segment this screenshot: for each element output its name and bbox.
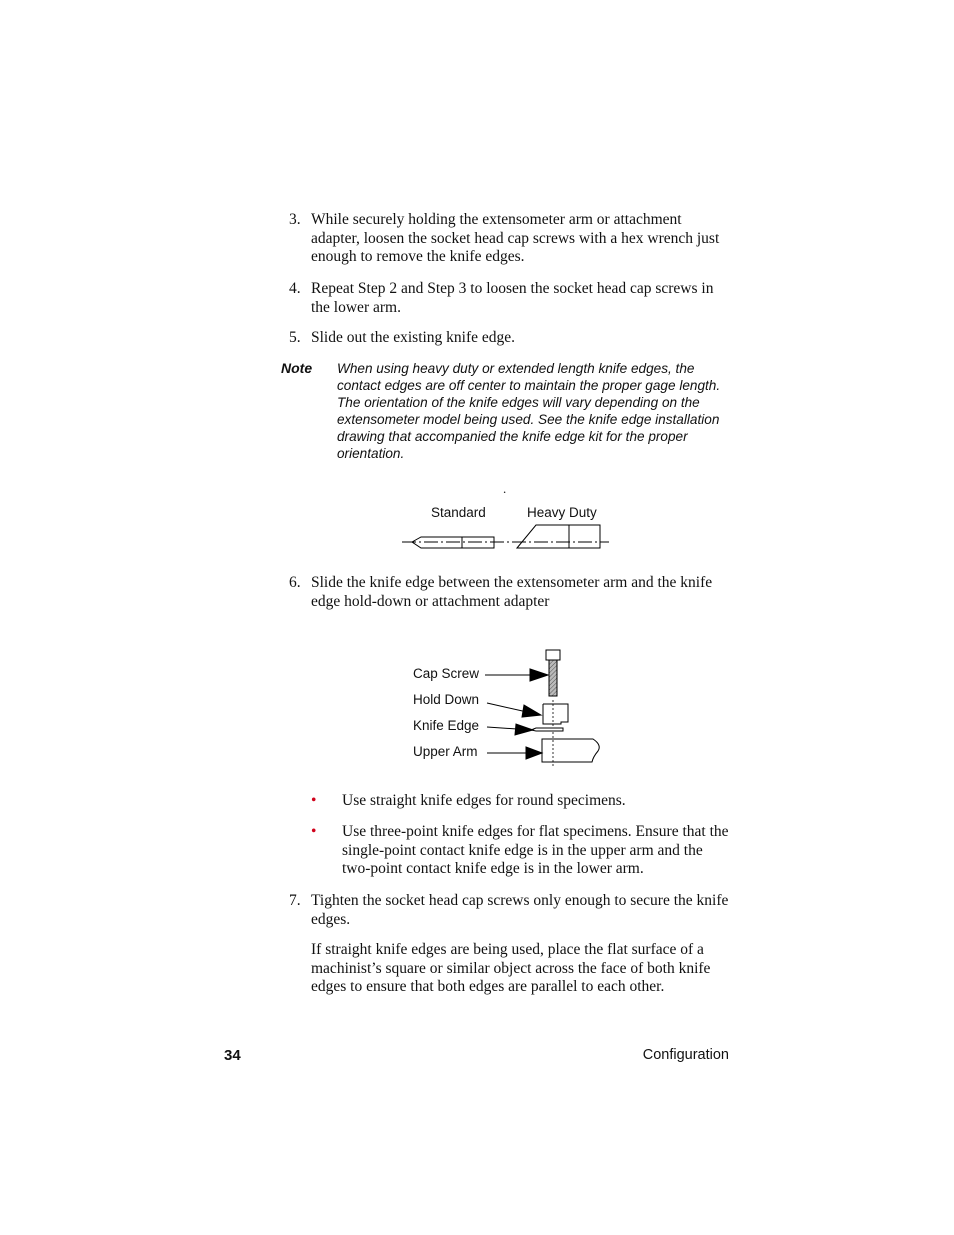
bullet-item [311, 792, 731, 811]
page-number: 34 [224, 1047, 241, 1064]
label-hold-down: Hold Down [413, 692, 480, 707]
upper-arm-shape [542, 739, 599, 762]
bullet-icon: • [311, 792, 317, 809]
step-number: 7. [289, 892, 301, 909]
knife-edge-shape [531, 728, 563, 731]
bullet-item [311, 823, 731, 879]
label-knife-edge: Knife Edge [413, 718, 480, 733]
hold-down-shape [543, 704, 568, 724]
label-upper-arm: Upper Arm [413, 744, 478, 759]
step-text: Tighten the socket head cap screws only enough to secure the knife edges. [311, 892, 729, 928]
leader-arrows [485, 669, 548, 759]
label-heavy-duty: Heavy Duty [527, 505, 597, 520]
step-text: Slide out the existing knife edge. [311, 329, 516, 346]
step-number: 3. [289, 211, 301, 228]
step-text: While securely holding the extensometer arm or attachment adapter, loosen the socket head cap screws with a hex wrench just enough to remove the knife edges. [311, 211, 720, 265]
section-title: Configuration [642, 1047, 729, 1063]
step-number: 5. [289, 329, 301, 346]
note-text: When using heavy duty or extended length knife edges, the contact edges are off center to maintain the proper gage length. The orientation of the knife edges will vary depending on the extensometer model being used. See the knife edge installation drawing that accompanied the knife edge kit for the proper orientation. [337, 361, 721, 461]
bullet-text: Use three-point knife edges for flat specimens. Ensure that the single-point contact knife edge is in the upper arm and the two-point contact knife edge is in the lower arm. [342, 823, 729, 877]
note-label: Note [281, 360, 313, 376]
step-text: Slide the knife edge between the extensometer arm and the knife edge hold-down or attachment adapter [311, 574, 713, 610]
step-number: 4. [289, 280, 301, 297]
step-number: 6. [289, 574, 301, 591]
stray-mark: . [503, 481, 507, 496]
label-standard: Standard [431, 505, 486, 520]
step-7 [289, 892, 729, 997]
bullet-text: Use straight knife edges for round specimens. [342, 792, 626, 809]
step-7-paragraph: If straight knife edges are being used, place the flat surface of a machinist’s square or similar object across the face of both knife edges to ensure that both edges are parallel to each other. [311, 941, 711, 995]
cap-screw-shape [546, 650, 560, 696]
bullet-icon: • [311, 823, 317, 840]
step-text: Repeat Step 2 and Step 3 to loosen the socket head cap screws in the lower arm. [311, 280, 714, 316]
label-cap-screw: Cap Screw [413, 666, 480, 681]
